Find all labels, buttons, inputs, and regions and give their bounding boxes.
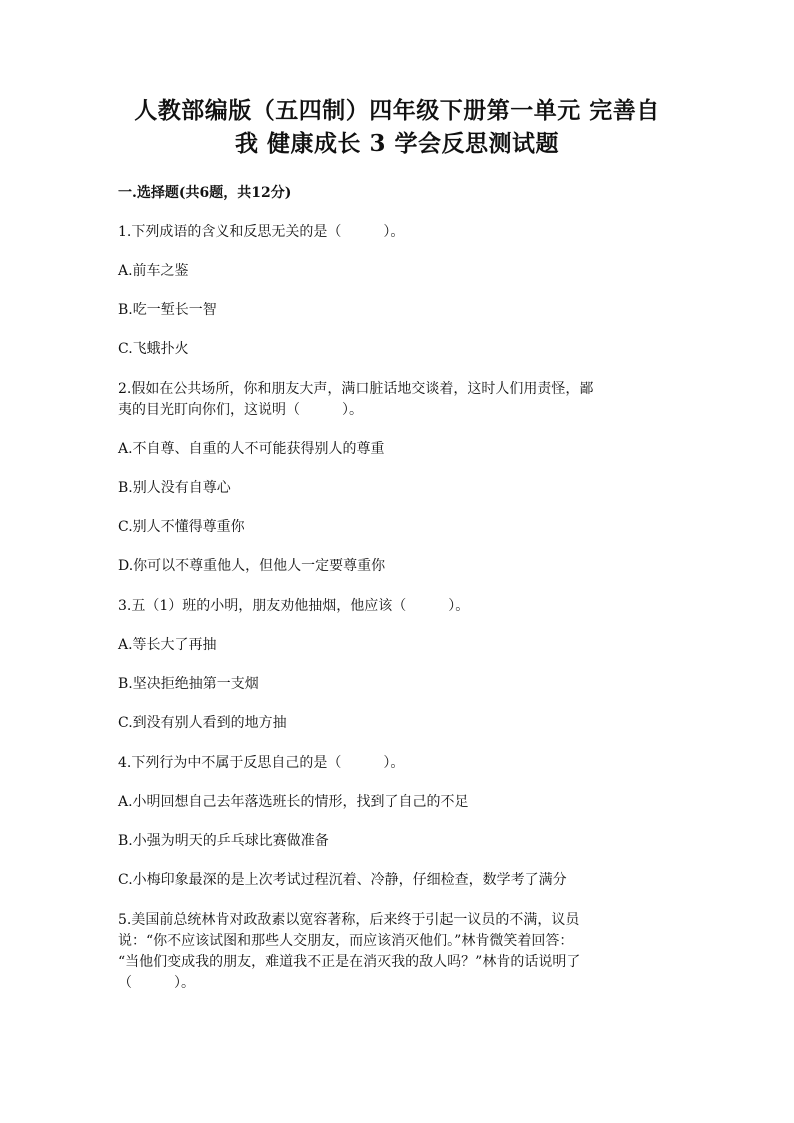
question-4-option-a: A.小明回想自己去年落选班长的情形，找到了自己的不足 [118,794,469,810]
question-5 [118,910,676,994]
question-3-option-a: A.等长大了再抽 [118,637,217,653]
question-2-option-c: C.别人不懂得尊重你 [118,519,245,535]
question-1-option-c: C.飞蛾扑火 [118,341,189,357]
question-4-stem: 4.下列行为中不属于反思自己的是（ ）。 [118,755,405,771]
question-1 [118,222,676,360]
question-3-option-c: C.到没有别人看到的地方抽 [118,715,287,731]
question-2-option-d: D.你可以不尊重他人，但他人一定要尊重你 [118,558,386,574]
page-title-line-1: 人教部编版（五四制）四年级下册第一单元 完善自 [134,97,660,124]
question-4-option-c: C.小梅印象最深的是上次考试过程沉着、冷静，仔细检查，数学考了满分 [118,872,567,888]
question-3-stem: 3.五（1）班的小明，朋友劝他抽烟，他应该（ ）。 [118,598,470,614]
question-5-stem-line-3: “当他们变成我的朋友，难道我不正是在消灭我的敌人吗？”林肯的话说明了 [118,954,581,970]
section-heading: 一.选择题(共6题，共12分) [118,185,292,201]
question-4-option-b: B.小强为明天的乒乓球比赛做准备 [118,833,329,849]
question-1-option-b: B.吃一堑长一智 [118,302,217,318]
question-5-stem-line-2: 说：“你不应该试图和那些人交朋友，而应该消灭他们。”林肯微笑着回答： [118,933,574,949]
question-2-stem-line-1: 2.假如在公共场所，你和朋友大声，满口脏话地交谈着，这时人们用责怪，鄙 [118,381,594,397]
question-5-stem-line-4: （ ）。 [118,975,195,991]
question-2-option-a: A.不自尊、自重的人不可能获得别人的尊重 [118,441,385,457]
question-3-option-b: B.坚决拒绝抽第一支烟 [118,676,259,692]
question-3 [118,596,676,734]
question-2 [118,379,676,577]
question-2-option-b: B.别人没有自尊心 [118,480,231,496]
question-2-stem-line-2: 夷的目光盯向你们，这说明（ ）。 [118,402,363,418]
page-title [118,94,676,160]
question-5-stem-line-1: 5.美国前总统林肯对政敌素以宽容著称，后来终于引起一议员的不满，议员 [118,912,580,928]
question-1-option-a: A.前车之鉴 [118,263,189,279]
question-1-stem: 1.下列成语的含义和反思无关的是（ ）。 [118,224,405,240]
question-4 [118,753,676,891]
page-title-line-2: 我 健康成长 3 学会反思测试题 [234,130,560,157]
